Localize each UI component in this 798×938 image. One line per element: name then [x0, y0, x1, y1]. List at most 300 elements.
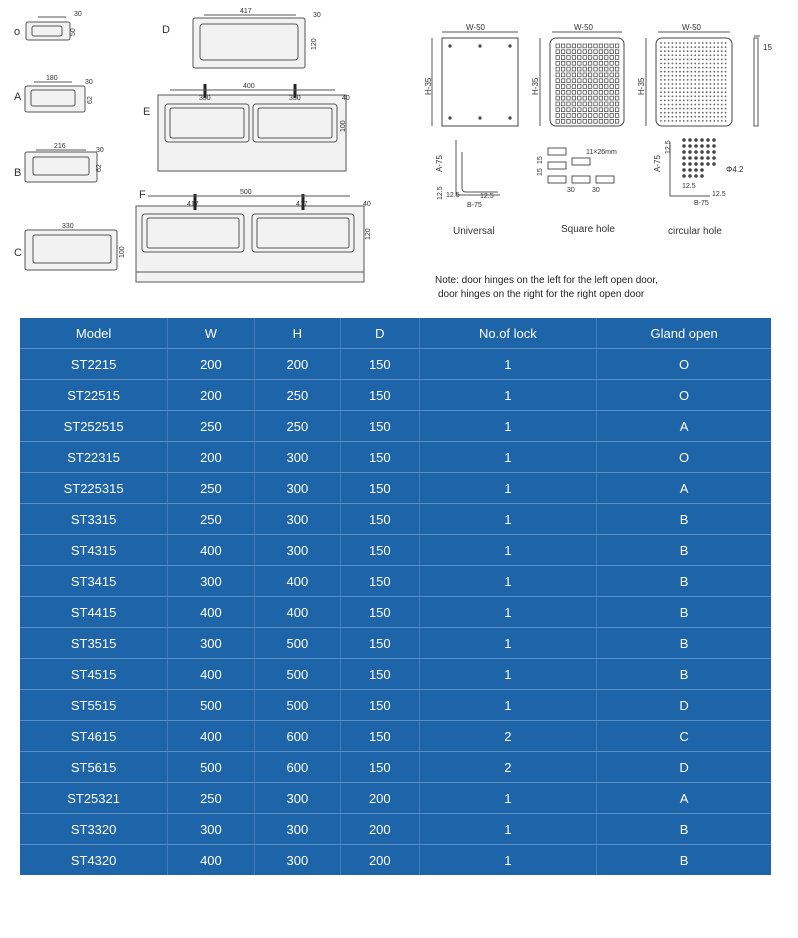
round-hole: [694, 104, 696, 106]
table-cell: 150: [341, 659, 419, 690]
round-hole: [664, 42, 666, 44]
round-hole: [698, 67, 700, 69]
round-hole: [706, 50, 708, 52]
round-hole: [679, 46, 681, 48]
round-hole: [694, 120, 696, 122]
round-hole: [721, 116, 723, 118]
round-hole: [660, 63, 662, 65]
table-cell: 150: [341, 349, 419, 380]
round-hole: [683, 50, 685, 52]
round-hole: [713, 108, 715, 110]
table-cell: ST22515: [20, 380, 168, 411]
round-hole: [683, 79, 685, 81]
round-hole: [664, 112, 666, 114]
round-hole: [706, 87, 708, 89]
round-hole: [687, 91, 689, 93]
round-hole: [660, 50, 662, 52]
round-hole: [725, 46, 727, 48]
round-hole: [668, 46, 670, 48]
round-hole: [687, 71, 689, 73]
round-hole-detail: [700, 138, 704, 142]
round-hole-detail: [694, 138, 698, 142]
round-hole: [668, 87, 670, 89]
dim-f-depth: 40: [363, 201, 371, 208]
round-hole: [706, 46, 708, 48]
round-hole: [702, 46, 704, 48]
plate-circular-m2: 12.5: [682, 183, 696, 190]
table-cell: 1: [419, 411, 597, 442]
table-cell: 300: [254, 473, 340, 504]
column-header: W: [168, 318, 254, 349]
round-hole: [664, 87, 666, 89]
table-row: [20, 473, 771, 504]
round-hole: [679, 54, 681, 56]
table-cell: 400: [254, 597, 340, 628]
round-hole: [694, 71, 696, 73]
table-cell: ST3315: [20, 504, 168, 535]
table-cell: ST4415: [20, 597, 168, 628]
round-hole: [683, 59, 685, 61]
note-line-1: Note: door hinges on the left for the left open door,: [435, 275, 658, 286]
round-hole: [706, 59, 708, 61]
label-d: D: [162, 24, 170, 36]
plate-square-s2: 15: [537, 168, 544, 176]
round-hole: [710, 67, 712, 69]
table-cell: A: [597, 411, 771, 442]
round-hole-detail: [688, 162, 692, 166]
round-hole: [713, 63, 715, 65]
round-hole: [668, 71, 670, 73]
table-row: [20, 628, 771, 659]
table-cell: 200: [168, 349, 254, 380]
round-hole: [713, 54, 715, 56]
round-hole: [717, 91, 719, 93]
round-hole: [691, 112, 693, 114]
round-hole: [679, 104, 681, 106]
table-cell: 150: [341, 380, 419, 411]
round-hole: [664, 59, 666, 61]
plate-square-s1: 15: [537, 156, 544, 164]
round-hole: [675, 100, 677, 102]
round-hole: [691, 71, 693, 73]
table-row: [20, 752, 771, 783]
round-hole: [721, 95, 723, 97]
round-hole: [706, 67, 708, 69]
round-hole: [679, 83, 681, 85]
table-cell: 300: [254, 504, 340, 535]
round-hole-detail: [682, 162, 686, 166]
table-cell: 1: [419, 659, 597, 690]
table-cell: ST4515: [20, 659, 168, 690]
round-hole: [725, 100, 727, 102]
round-hole: [698, 75, 700, 77]
round-hole: [664, 71, 666, 73]
round-hole: [672, 112, 674, 114]
round-hole: [679, 67, 681, 69]
round-hole: [687, 116, 689, 118]
round-hole: [710, 71, 712, 73]
gland-diagram-f: [136, 189, 372, 282]
round-hole: [702, 42, 704, 44]
round-hole: [702, 75, 704, 77]
round-hole: [691, 83, 693, 85]
round-hole: [672, 95, 674, 97]
round-hole: [706, 54, 708, 56]
round-hole: [706, 120, 708, 122]
round-hole: [687, 50, 689, 52]
round-hole: [691, 75, 693, 77]
round-hole: [702, 108, 704, 110]
round-hole: [691, 95, 693, 97]
round-hole: [706, 91, 708, 93]
table-cell: A: [597, 473, 771, 504]
round-hole: [721, 87, 723, 89]
round-hole-detail: [712, 144, 716, 148]
table-row: [20, 690, 771, 721]
round-hole: [721, 59, 723, 61]
round-hole: [679, 42, 681, 44]
round-hole: [713, 75, 715, 77]
round-hole-detail: [706, 150, 710, 154]
round-hole-detail: [706, 138, 710, 142]
round-hole: [660, 71, 662, 73]
plate-square-p1: 30: [567, 187, 575, 194]
round-hole: [668, 116, 670, 118]
table-cell: 1: [419, 628, 597, 659]
round-hole: [691, 79, 693, 81]
round-hole: [717, 83, 719, 85]
table-cell: 150: [341, 504, 419, 535]
round-hole: [668, 50, 670, 52]
round-hole: [683, 46, 685, 48]
round-hole: [710, 75, 712, 77]
table-cell: 200: [254, 349, 340, 380]
round-hole-detail: [682, 156, 686, 160]
gland-diagram-e: [143, 83, 350, 171]
round-hole: [675, 87, 677, 89]
round-hole: [668, 42, 670, 44]
round-hole: [694, 108, 696, 110]
table-header-row: [20, 318, 771, 349]
round-hole-detail: [688, 144, 692, 148]
round-hole: [698, 63, 700, 65]
round-hole: [721, 67, 723, 69]
round-hole: [725, 95, 727, 97]
round-hole: [694, 83, 696, 85]
round-hole: [725, 75, 727, 77]
table-cell: B: [597, 628, 771, 659]
round-hole: [675, 104, 677, 106]
round-hole: [717, 87, 719, 89]
round-hole: [702, 59, 704, 61]
dim-o-depth: 30: [74, 11, 82, 18]
table-cell: 300: [168, 628, 254, 659]
round-hole: [710, 100, 712, 102]
round-hole: [725, 54, 727, 56]
plate-circular-dia: Φ4.2: [726, 165, 744, 174]
table-cell: 400: [254, 566, 340, 597]
round-hole-detail: [712, 162, 716, 166]
round-hole: [702, 63, 704, 65]
table-cell: 150: [341, 752, 419, 783]
round-hole: [668, 120, 670, 122]
round-hole: [721, 108, 723, 110]
round-hole: [725, 50, 727, 52]
round-hole: [702, 100, 704, 102]
table-cell: ST225315: [20, 473, 168, 504]
round-hole: [672, 67, 674, 69]
round-hole: [664, 83, 666, 85]
gland-diagram-o: [14, 11, 82, 40]
round-hole: [691, 120, 693, 122]
table-cell: 300: [254, 845, 340, 876]
round-hole: [713, 46, 715, 48]
table-row: [20, 349, 771, 380]
round-hole: [679, 95, 681, 97]
table-cell: 400: [168, 597, 254, 628]
table-cell: 250: [168, 411, 254, 442]
dim-b-depth: 30: [96, 147, 104, 154]
round-hole: [698, 104, 700, 106]
round-hole: [668, 83, 670, 85]
dim-c-w: 330: [62, 223, 74, 230]
round-hole: [672, 75, 674, 77]
table-cell: 500: [254, 628, 340, 659]
dim-e-h: 100: [340, 120, 347, 132]
specification-table: [20, 318, 771, 875]
round-hole: [679, 108, 681, 110]
label-o: o: [14, 26, 21, 38]
plate-universal-m1: 12.5: [437, 186, 444, 200]
plate-circular-m3: 12.5: [712, 191, 726, 198]
table-cell: 300: [168, 566, 254, 597]
round-hole: [725, 67, 727, 69]
round-hole: [702, 104, 704, 106]
round-hole: [672, 59, 674, 61]
round-hole: [672, 63, 674, 65]
round-hole: [706, 63, 708, 65]
round-hole: [660, 91, 662, 93]
round-hole: [717, 95, 719, 97]
round-hole: [721, 46, 723, 48]
table-cell: ST4320: [20, 845, 168, 876]
round-hole-detail: [700, 174, 704, 178]
round-hole: [664, 75, 666, 77]
table-body: [20, 349, 771, 876]
table-cell: 250: [168, 473, 254, 504]
round-hole: [687, 95, 689, 97]
round-hole: [713, 87, 715, 89]
round-hole: [687, 108, 689, 110]
table-cell: 300: [254, 783, 340, 814]
table-cell: D: [597, 690, 771, 721]
round-hole: [710, 108, 712, 110]
round-hole: [694, 59, 696, 61]
table-cell: 200: [168, 380, 254, 411]
round-hole: [668, 79, 670, 81]
round-hole: [679, 79, 681, 81]
round-hole: [725, 108, 727, 110]
round-hole: [683, 91, 685, 93]
round-hole: [721, 83, 723, 85]
table-cell: 400: [168, 721, 254, 752]
table-cell: 400: [168, 659, 254, 690]
table-cell: 250: [168, 504, 254, 535]
round-hole: [721, 112, 723, 114]
round-hole: [710, 46, 712, 48]
table-cell: B: [597, 597, 771, 628]
round-hole: [664, 104, 666, 106]
table-row: [20, 411, 771, 442]
round-hole: [687, 83, 689, 85]
round-hole-detail: [694, 162, 698, 166]
round-hole-detail: [706, 144, 710, 148]
round-hole: [675, 108, 677, 110]
dim-a-h: 62: [87, 96, 94, 104]
round-hole: [698, 71, 700, 73]
dim-f-h: 120: [365, 228, 372, 240]
round-hole: [721, 120, 723, 122]
plate-square-caption: Square hole: [561, 224, 615, 235]
round-hole: [702, 116, 704, 118]
column-header: D: [341, 318, 419, 349]
round-hole: [668, 104, 670, 106]
round-hole: [721, 75, 723, 77]
round-hole: [664, 63, 666, 65]
round-hole-detail: [688, 168, 692, 172]
table-cell: 2: [419, 752, 597, 783]
table-cell: 1: [419, 845, 597, 876]
table-cell: 150: [341, 411, 419, 442]
round-hole: [702, 71, 704, 73]
plate-universal-caption: Universal: [453, 226, 495, 237]
hinge-note: [435, 274, 658, 302]
dim-e-right: 330: [289, 95, 301, 102]
round-hole: [702, 87, 704, 89]
round-hole: [710, 112, 712, 114]
plate-side-d: 15: [763, 43, 772, 52]
plate-square-p2: 30: [592, 187, 600, 194]
round-hole: [710, 63, 712, 65]
round-hole: [710, 50, 712, 52]
table-cell: 500: [168, 752, 254, 783]
table-cell: 300: [168, 814, 254, 845]
round-hole-detail: [694, 168, 698, 172]
dim-e-total: 400: [243, 83, 255, 90]
round-hole: [672, 46, 674, 48]
table-cell: 1: [419, 690, 597, 721]
round-hole: [675, 67, 677, 69]
round-hole: [664, 79, 666, 81]
round-hole: [698, 112, 700, 114]
table-cell: 200: [341, 845, 419, 876]
round-hole: [683, 108, 685, 110]
round-hole: [691, 87, 693, 89]
table-cell: 500: [254, 659, 340, 690]
round-hole: [710, 104, 712, 106]
round-hole-detail: [688, 174, 692, 178]
round-hole: [672, 54, 674, 56]
round-hole: [660, 75, 662, 77]
round-hole: [691, 100, 693, 102]
plate-universal-w: W-50: [466, 23, 485, 32]
table-cell: 1: [419, 349, 597, 380]
round-hole: [710, 59, 712, 61]
table-cell: ST252515: [20, 411, 168, 442]
round-hole: [713, 91, 715, 93]
round-hole: [691, 50, 693, 52]
table-cell: 1: [419, 380, 597, 411]
round-hole: [713, 67, 715, 69]
round-hole: [713, 95, 715, 97]
table-cell: 150: [341, 442, 419, 473]
round-hole-detail: [712, 156, 716, 160]
round-hole: [717, 79, 719, 81]
round-hole: [717, 63, 719, 65]
round-hole: [687, 67, 689, 69]
plate-circular-h: H-35: [637, 77, 646, 95]
round-hole: [710, 87, 712, 89]
round-hole: [717, 59, 719, 61]
round-hole: [672, 120, 674, 122]
table-cell: 400: [168, 535, 254, 566]
round-hole: [675, 95, 677, 97]
round-hole: [679, 120, 681, 122]
round-hole: [694, 50, 696, 52]
column-header: Gland open: [597, 318, 771, 349]
round-hole: [664, 54, 666, 56]
round-hole: [679, 87, 681, 89]
round-hole-detail: [682, 150, 686, 154]
round-hole: [706, 108, 708, 110]
round-hole: [664, 46, 666, 48]
plate-universal-m2: 12.5: [446, 192, 460, 199]
round-hole: [706, 104, 708, 106]
table-cell: 150: [341, 597, 419, 628]
table-cell: ST22315: [20, 442, 168, 473]
round-hole: [668, 63, 670, 65]
round-hole: [721, 42, 723, 44]
dim-b-h: 62: [96, 164, 103, 172]
round-hole: [694, 79, 696, 81]
round-hole: [713, 112, 715, 114]
round-hole: [672, 83, 674, 85]
round-hole: [710, 95, 712, 97]
round-hole: [683, 42, 685, 44]
round-hole: [672, 91, 674, 93]
table-cell: 300: [254, 814, 340, 845]
round-hole: [675, 54, 677, 56]
round-hole: [691, 63, 693, 65]
round-hole: [694, 87, 696, 89]
table-cell: O: [597, 349, 771, 380]
dim-d-h: 120: [311, 38, 318, 50]
label-b: B: [14, 167, 22, 179]
round-hole: [717, 71, 719, 73]
round-hole: [675, 50, 677, 52]
round-hole: [668, 67, 670, 69]
round-hole: [721, 79, 723, 81]
round-hole: [717, 67, 719, 69]
round-hole: [668, 112, 670, 114]
table-cell: 1: [419, 814, 597, 845]
round-hole: [672, 71, 674, 73]
round-hole: [691, 54, 693, 56]
round-hole: [672, 50, 674, 52]
round-hole-detail: [712, 138, 716, 142]
round-hole: [660, 54, 662, 56]
round-hole: [706, 75, 708, 77]
